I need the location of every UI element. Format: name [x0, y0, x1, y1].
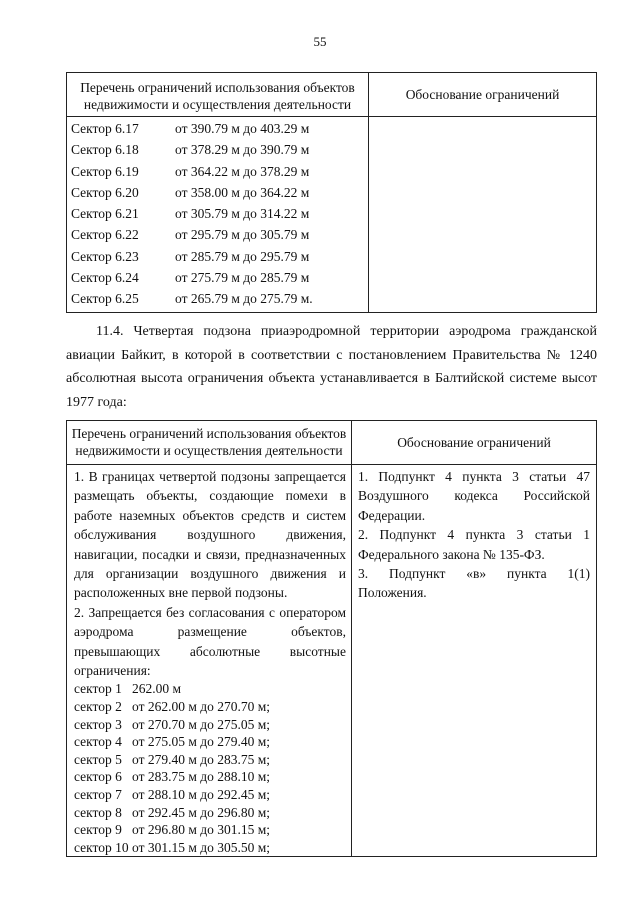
header-basis: Обоснование ограничений [369, 73, 597, 117]
header-restrictions: Перечень ограничений использования объектов недвижимости и осуществления деятельности [67, 421, 352, 465]
sector-list-cell [67, 117, 369, 313]
sector-row [71, 182, 364, 203]
basis-item-2: 2. Подпункт 4 пункта 3 статьи 1 Федерального закона № 135-ФЗ. [358, 527, 590, 562]
height-sector-line: сектор 2 от 262.00 м до 270.70 м; [74, 699, 271, 715]
sector-range: от 275.79 м до 285.79 м [175, 270, 310, 286]
sector-row [71, 203, 364, 224]
basis-cell-empty [369, 117, 597, 313]
sector-range: от 305.79 м до 314.22 м [175, 206, 310, 222]
height-sector-line: сектор 3 от 270.70 м до 275.05 м; [74, 716, 271, 732]
table-body-row [67, 117, 597, 313]
sector-row [71, 161, 364, 182]
sector-name: Сектор 6.17 [71, 121, 139, 136]
restrictions-table-2 [66, 420, 597, 857]
sector-row [71, 118, 364, 139]
sector-name: Сектор 6.22 [71, 227, 139, 243]
sector-name: Сектор 6.18 [71, 142, 139, 158]
table-body-row [67, 465, 597, 857]
sector-name: Сектор 6.20 [71, 184, 139, 200]
page-number: 55 [313, 34, 327, 49]
height-sector-line: сектор 9 от 296.80 м до 301.15 м; [74, 822, 271, 838]
sector-row [71, 288, 364, 309]
sector-row [71, 224, 364, 245]
height-sector-line: сектор 5 от 279.40 м до 283.75 м; [74, 751, 271, 767]
height-sector-list [74, 680, 346, 856]
basis-cell [352, 465, 597, 857]
sector-row [71, 267, 364, 288]
sector-range: от 295.79 м до 305.79 м [175, 227, 310, 243]
section-11-4-text: 11.4. Четвертая подзона приаэродромной территории аэродрома гражданской авиации Байкит, в которой в соответствии с постановлением Правительства № 1240 абсолютная высота ограничения объекта устанавливается в Балтийской системе высот 1977 года: [66, 324, 597, 410]
sector-range: от 364.22 м до 378.29 м [175, 163, 310, 179]
section-11-4-paragraph [66, 320, 597, 414]
sector-name: Сектор 6.24 [71, 270, 139, 286]
height-sector-line: сектор 1 262.00 м [74, 681, 182, 697]
sector-range: от 265.79 м до 275.79 м. [175, 291, 313, 307]
sector-row [71, 246, 364, 267]
restrictions-cell [67, 465, 352, 857]
height-sector-line: сектор 7 от 288.10 м до 292.45 м; [74, 787, 271, 803]
basis-item-3: 3. Подпункт «в» пункта 1(1) Положения. [358, 566, 590, 601]
sector-range: от 285.79 м до 295.79 м [175, 248, 310, 264]
restriction-item-2: 2. Запрещается без согласования с оператором аэродрома размещение объектов, превышающих абсолютные высотные ограничения: [74, 604, 346, 679]
basis-item-1: 1. Подпункт 4 пункта 3 статьи 47 Воздушного кодекса Российской Федерации. [358, 469, 590, 523]
height-sector-line: сектор 8 от 292.45 м до 296.80 м; [74, 804, 271, 820]
sector-range: от 358.00 м до 364.22 м [175, 184, 310, 200]
table-header-row [67, 73, 597, 117]
sector-name: Сектор 6.25 [71, 291, 139, 307]
header-restrictions: Перечень ограничений использования объектов недвижимости и осуществления деятельности [67, 73, 369, 117]
header-basis: Обоснование ограничений [352, 421, 597, 465]
height-sector-line: сектор 4 от 275.05 м до 279.40 м; [74, 734, 271, 750]
sector-name: Сектор 6.19 [71, 163, 139, 179]
sector-name: Сектор 6.23 [71, 248, 139, 264]
height-sector-line: сектор 10 от 301.15 м до 305.50 м; [74, 839, 271, 855]
height-sector-line: сектор 6 от 283.75 м до 288.10 м; [74, 769, 271, 785]
table-header-row [67, 421, 597, 465]
sector-name: Сектор 6.21 [71, 206, 139, 222]
sector-row [71, 139, 364, 160]
restrictions-table-1 [66, 72, 597, 313]
restriction-item-1: 1. В границах четвертой подзоны запрещается размещать объекты, создающие помехи в работе наземных объектов средств и систем обслуживания воздушного движения, навигации, посадки и связи, предназначенных для организации воздушного движения и расположенных вне первой подзоны. [74, 469, 346, 601]
sector-range: от 390.79 м до 403.29 м [175, 121, 310, 136]
sector-range: от 378.29 м до 390.79 м [175, 142, 310, 158]
